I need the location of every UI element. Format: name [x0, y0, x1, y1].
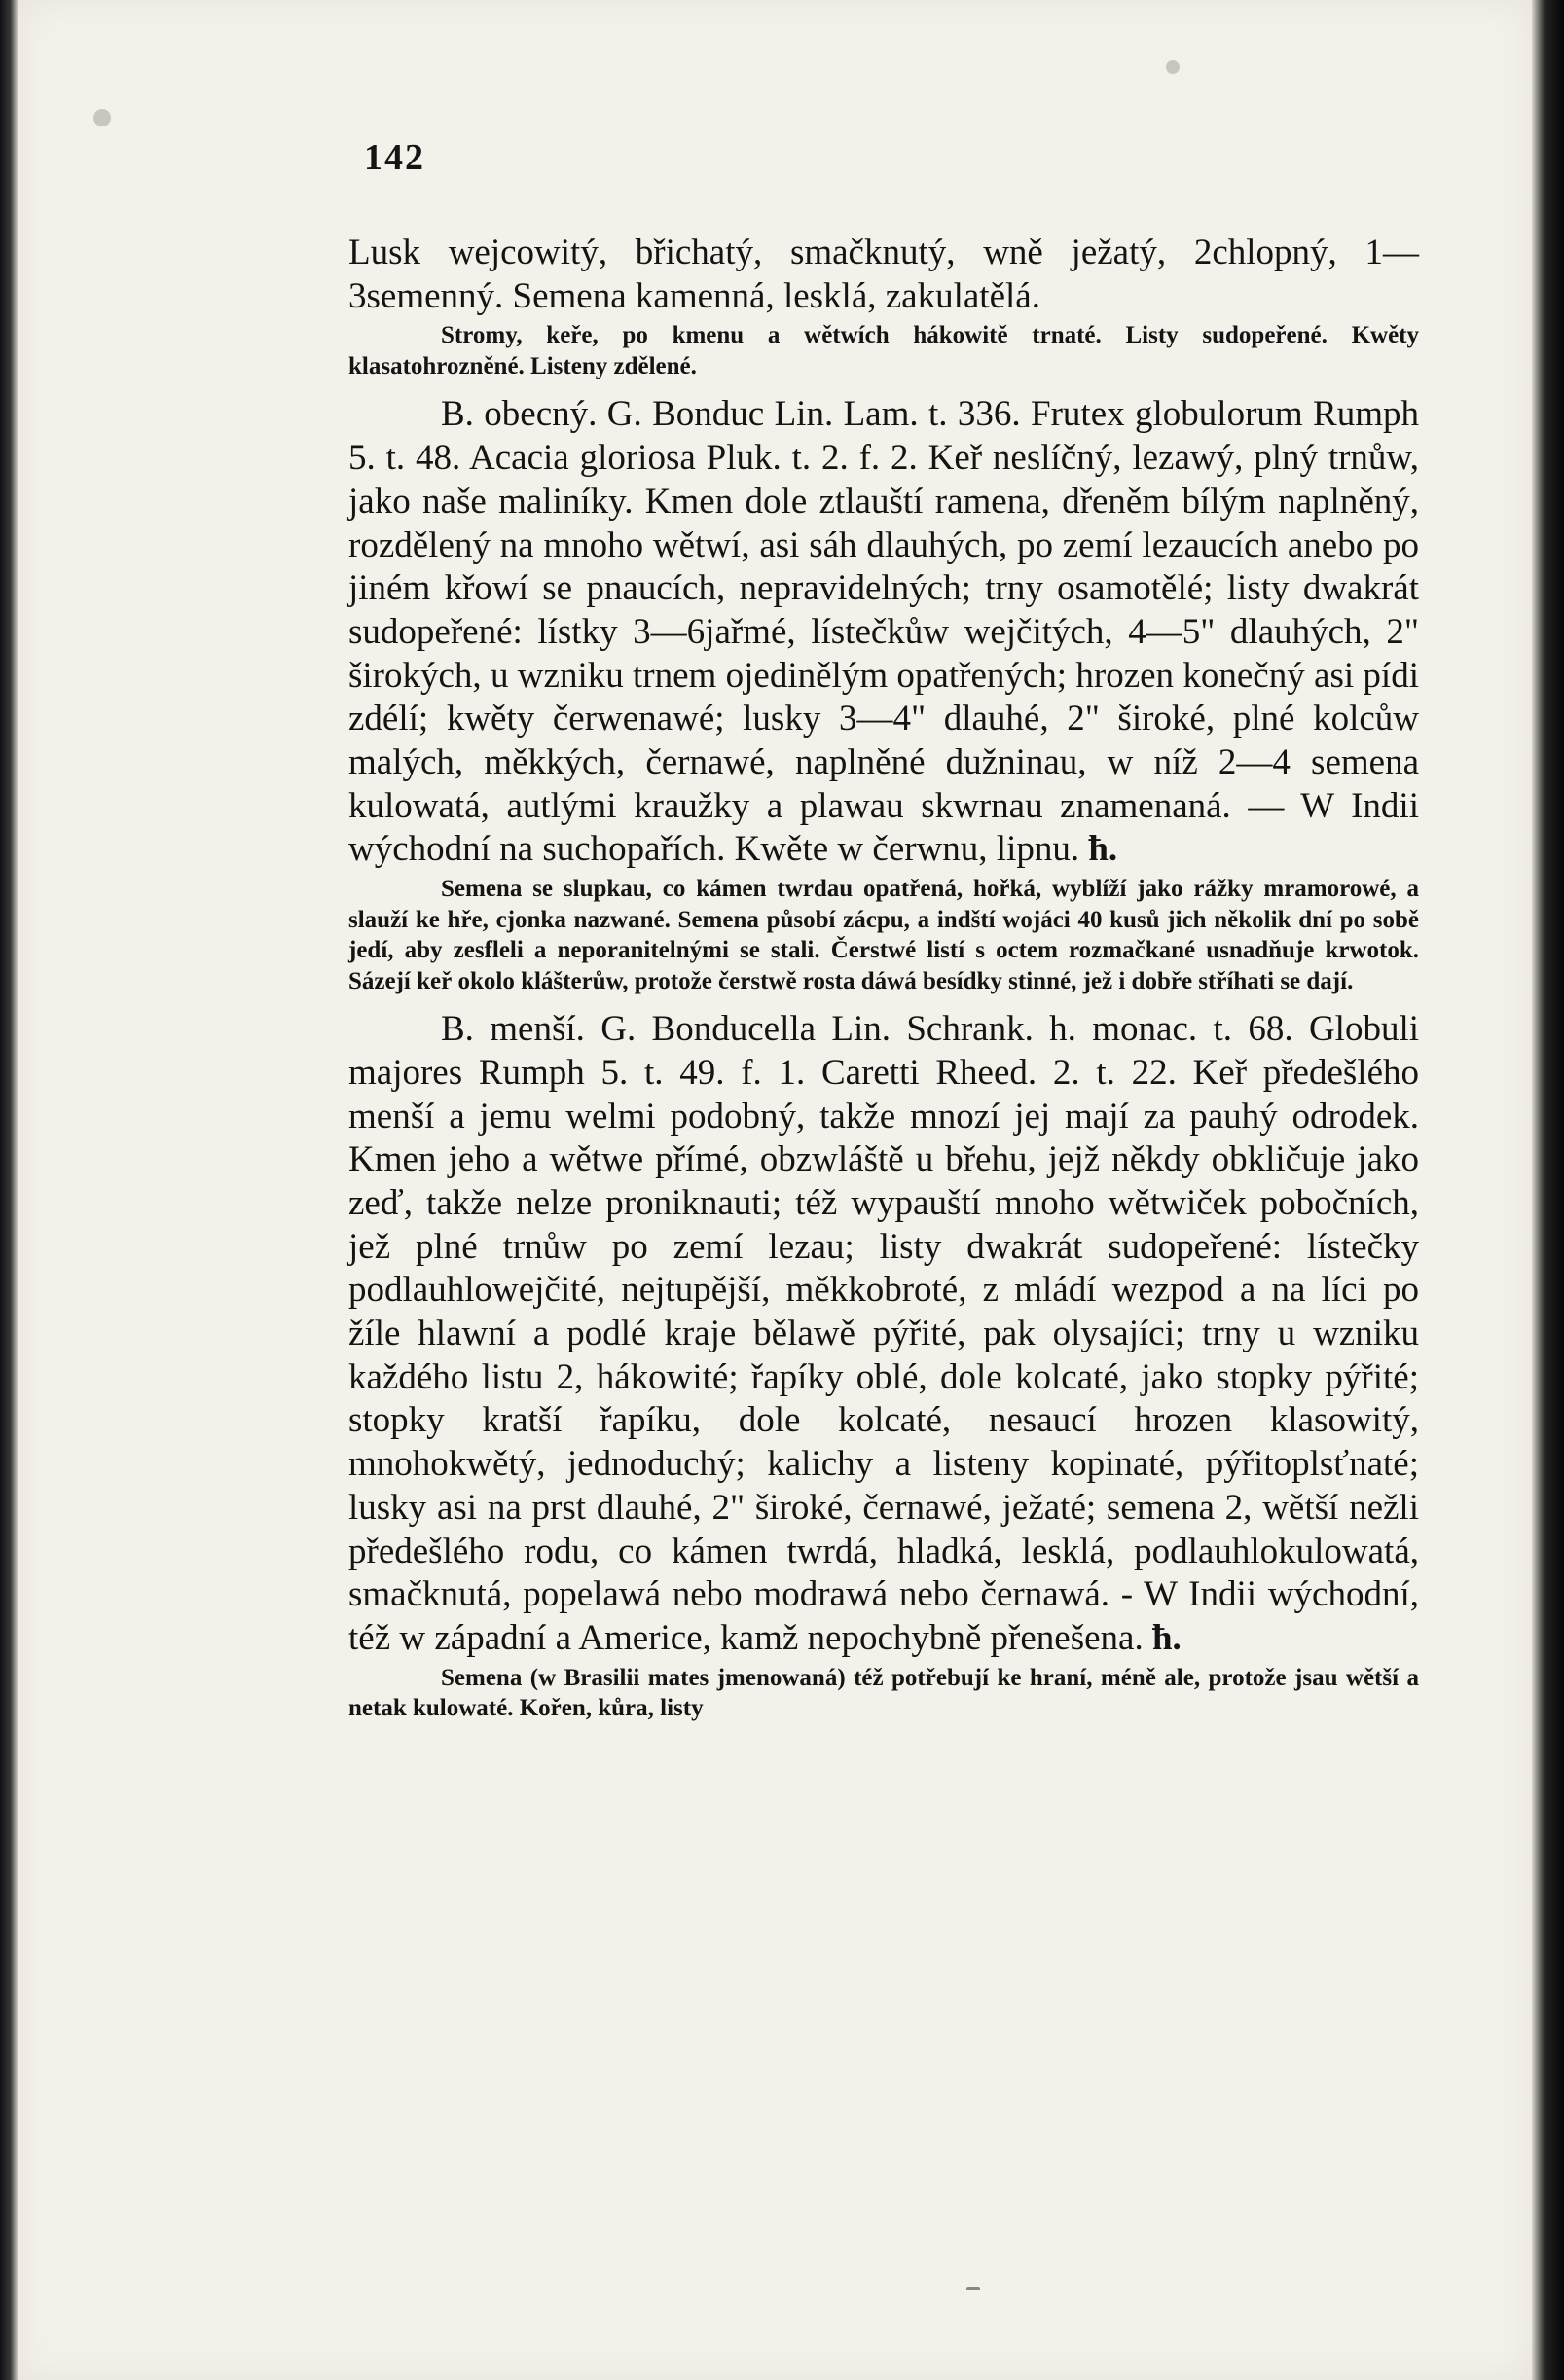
right-page-edge: [1532, 0, 1564, 2380]
paragraph-semena-1: [348, 874, 1419, 996]
shrub-symbol-2: ħ.: [1151, 1617, 1182, 1658]
page-number: 142: [364, 137, 425, 178]
paper-mark: [966, 2287, 980, 2290]
shrub-symbol-1: ħ.: [1088, 829, 1118, 870]
paragraph-obecny-text: B. obecný. G. Bonduc Lin. Lam. t. 336. Frutex globulorum Rumph 5. t. 48. Acacia gloriosa Pluk. t. 2. f. 2. Keř neslíčný, lezawý, plný trnůw, jako naše maliníky. Kmen dole ztlauští ramena, dřeněm bílým naplněný, rozdělený na mnoho wětwí, asi sáh dlauhých, po zemí lezaucích anebo po jiném křowí se pnaucích, nepravidelných; trny osamotělé; listy dwakrát sudopeřené: lístky 3—6jařmé, lístečkůw wejčitých, 4—5" dlauhých, 2" širokých, u wzniku trnem ojedinělým opatřených; hrozen konečný asi pídi zdélí; kwěty čerwenawé; lusky 3—4" dlauhé, 2" široké, plné kolcůw malých, měkkých, černawé, naplněné dužninau, w níž 2—4 semena kulowatá, autlými kraužky a plawau skwrnau znamenaná. — W Indii wýchodní na suchopařích. Kwěte w čerwnu, lipnu.: [348, 394, 1419, 870]
paragraph-lusk: Lusk wejcowitý, břichatý, smačknutý, wně ježatý, 2chlopný, 1—3semenný. Semena kamenná, lesklá, zakulatělá.: [348, 233, 1419, 316]
paper-speck: [93, 109, 111, 126]
paragraph-semena-2-text: Semena (w Brasilii mates jmenowaná) též potřebují ke hraní, méně ale, protože jsau wětší a netak kulowaté. Kořen, kůra, listy: [348, 1664, 1419, 1722]
paper-speck: [1166, 60, 1180, 74]
paragraph-mensi: [348, 1008, 1419, 1661]
page-text-block: [348, 136, 1419, 1736]
paragraph-obecny: [348, 393, 1419, 872]
paragraph-stromy: [348, 320, 1419, 381]
book-spine-shadow: [0, 0, 18, 2380]
paragraph-semena-2: [348, 1663, 1419, 1724]
book-page: [18, 0, 1532, 2380]
paragraph-mensi-text: B. menší. G. Bonducella Lin. Schrank. h. monac. t. 68. Globuli majores Rumph 5. t. 49. f. 1. Caretti Rheed. 2. t. 22. Keř předešlého menší a jemu welmi podobný, takže mnozí jej mají za pauhý odrodek. Kmen jeho a wětwe přímé, obzwláště u břehu, jejž někdy obkličuje jako zeď, takže nelze proniknauti; též wypauští mnoho wětwiček pobočních, jež plné trnůw po zemí lezau; listy dwakrát sudopeřené: lístečky podlauhlowejčité, nejtupější, měkkobroté, z mládí wezpod a na líci po žíle hlawní a podlé kraje bělawě pýřité, pak olysajíci; trny u wzniku každého listu 2, hákowité; řapíky oblé, dole kolcaté, jako stopky pýřité; stopky kratší řapíku, dole kolcaté, nesaucí hrozen klasowitý, mnohokwětý, jednoduchý; kalichy a listeny kopinaté, pýřitoplsťnaté; lusky asi na prst dlauhé, 2" široké, černawé, ježaté; semena 2, wětší nežli předešlého rodu, co kámen twrdá, hladká, lesklá, podlauhlokulowatá, smačknutá, popelawá nebo modrawá nebo černawá. - W Indii wýchodní, též w západní a Americe, kamž nepochybně přenešena.: [348, 1009, 1419, 1658]
paragraph-stromy-text: Stromy, keře, po kmenu a wětwích hákowitě trnaté. Listy sudopeřené. Kwěty klasatohrozněné. Listeny zdělené.: [348, 322, 1419, 379]
paragraph-semena-1-text: Semena se slupkau, co kámen twrdau opatřená, hořká, wyblíží jako rážky mramorowé, a slauží ke hře, cjonka nazwané. Semena působí zácpu, a indští wojáci 40 kusů jich několik dní po sobě jedí, aby zesfleli a neporanitelnými se stali. Čerstwé listí s octem rozmačkané usnadňuje krwotok. Sázejí keř okolo klášterůw, protože čerstwě rosta dáwá besídky stinné, jež i dobře stříhati se dají.: [348, 876, 1419, 994]
